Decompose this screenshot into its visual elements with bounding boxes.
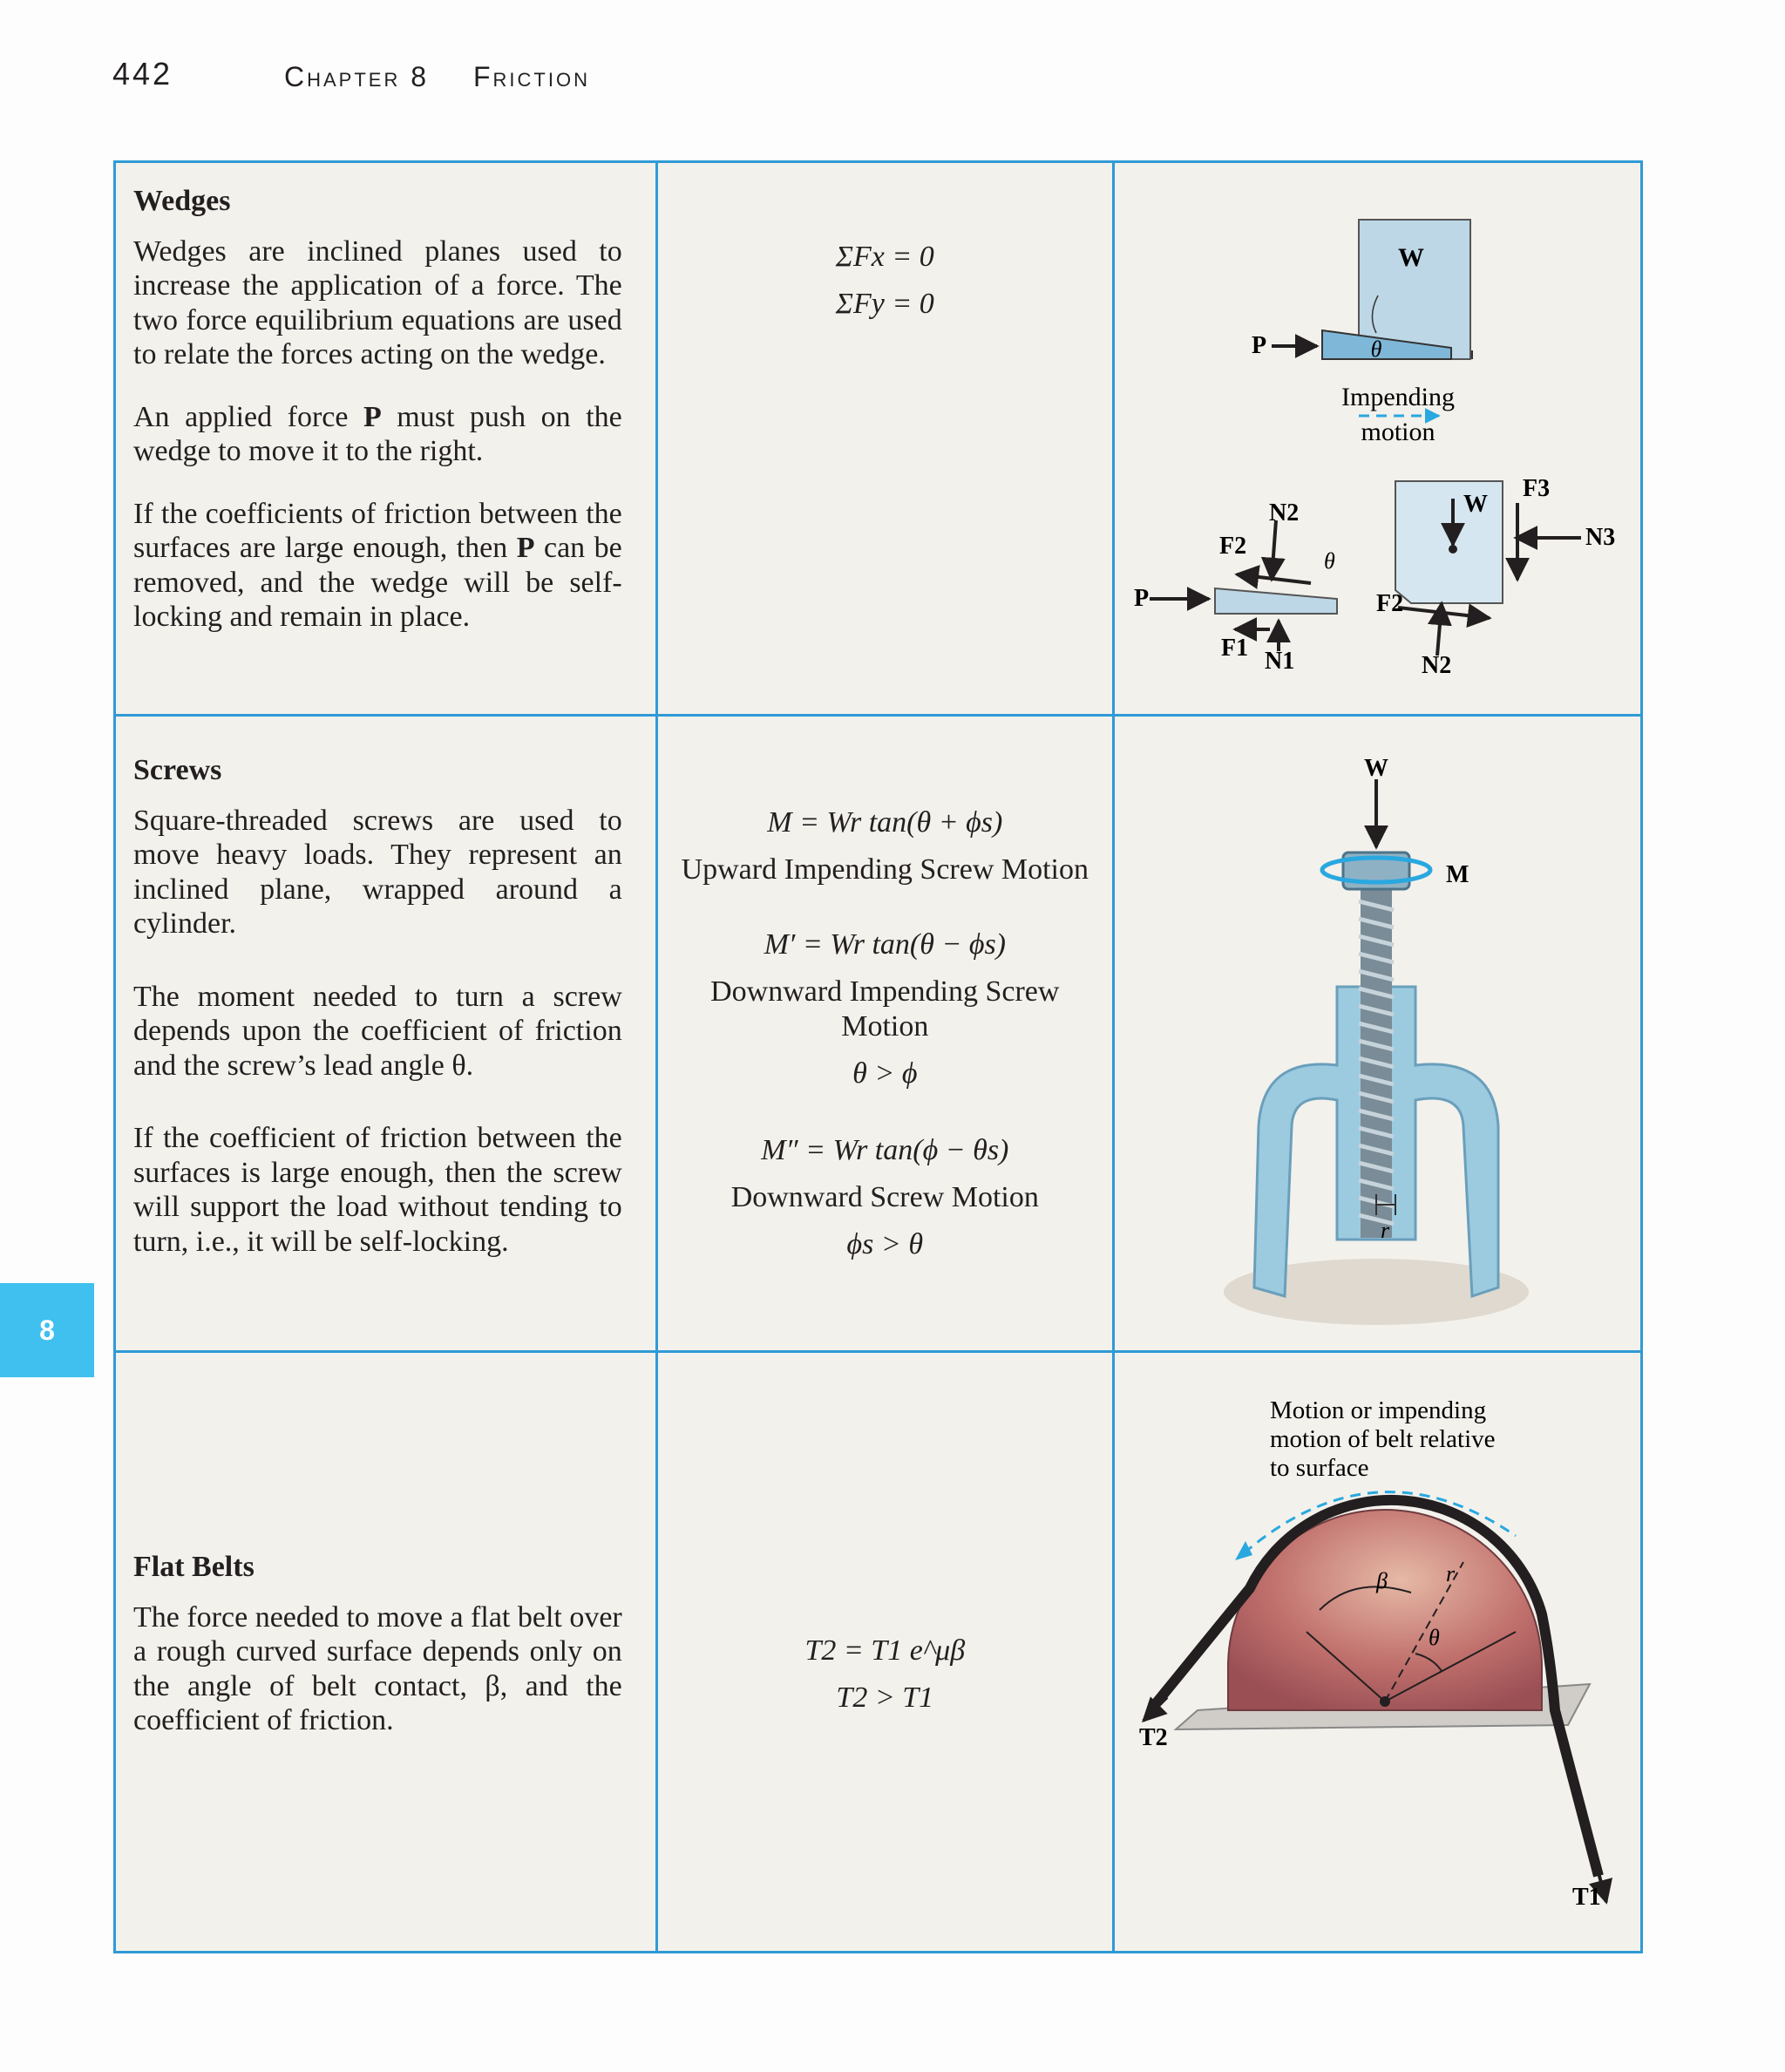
equation-sum-fx: ΣFx = 0	[835, 241, 934, 273]
label-downward-impending-motion: Downward Impending Screw Motion	[710, 975, 1060, 1043]
belt-r-label: r	[1445, 1561, 1455, 1586]
label-downward-motion: Downward Screw Motion	[730, 1181, 1039, 1213]
chapter-title: Friction	[473, 61, 590, 92]
belt-caption-line-2: motion of belt relative	[1269, 1425, 1496, 1453]
fbd-f2-arrow	[1237, 574, 1311, 583]
belt-beta-label: β	[1375, 1568, 1388, 1593]
condition-phis-gt-theta: ϕs > θ	[846, 1228, 924, 1260]
belt-diagram	[1115, 1353, 1638, 1950]
fbd-f3-label: F3	[1522, 475, 1550, 502]
fbd-f2-label: F2	[1218, 533, 1246, 560]
equation-downward-moment: M″ = Wr tan(ϕ − θs)	[761, 1134, 1009, 1166]
condition-theta-gt-phi: θ > ϕ	[852, 1057, 918, 1090]
wedge-diagram	[1115, 163, 1638, 712]
screws-paragraph-1: Square-threaded screws are used to move heavy loads. They represent an inclined plane, wrapped around a cylinder.	[133, 804, 622, 940]
belts-row	[115, 1352, 1642, 1953]
belt-caption-line-3: to surface	[1269, 1454, 1369, 1482]
belts-figure-cell	[1113, 1352, 1641, 1953]
theta-label: θ	[1370, 336, 1382, 362]
belt-caption-line-1: Motion or impending	[1269, 1396, 1486, 1424]
equation-sum-fy: ΣFy = 0	[835, 288, 934, 320]
fbd-f2b-label: F2	[1375, 590, 1403, 617]
belts-title: Flat Belts	[133, 1551, 255, 1583]
screws-paragraph-2: The moment needed to turn a screw depends upon the coefficient of friction and the screw’s lead angle θ.	[133, 980, 622, 1082]
screw-jack-diagram	[1115, 717, 1638, 1348]
summary-table	[113, 160, 1643, 1953]
belts-text-cell	[115, 1352, 657, 1953]
fbd-n1-label: N1	[1264, 648, 1295, 675]
wedges-equation-cell	[656, 162, 1113, 716]
wedge-fbd	[1215, 588, 1337, 614]
belt-theta-label: θ	[1428, 1625, 1440, 1650]
screws-title: Screws	[133, 754, 222, 786]
force-p-label: P	[1251, 332, 1266, 359]
t1-label: T1	[1571, 1884, 1601, 1911]
impending-label: Impending	[1340, 383, 1455, 411]
screw-w-label: W	[1363, 755, 1388, 782]
wedges-figure-cell	[1113, 162, 1641, 716]
belts-paragraph-1: The force needed to move a flat belt over a rough curved surface depends only on the angle of belt contact, β, and the coefficient of friction.	[133, 1600, 622, 1736]
chapter-tab[interactable]: 8	[0, 1283, 94, 1377]
fbd-n2-label: N2	[1268, 499, 1300, 526]
fbd-f1-label: F1	[1220, 635, 1248, 662]
equation-upward-moment: M = Wr tan(θ + ϕs)	[767, 806, 1003, 839]
wedges-paragraph-2: An applied force P must push on the wedge to move it to the right.	[133, 400, 622, 467]
wedges-paragraph-3: If the coefficients of friction between the surfaces are large enough, then P can be removed, and the wedge will be self-locking and remain in place.	[133, 497, 622, 633]
equation-belt-tension: T2 = T1 e^μβ	[804, 1634, 966, 1667]
belts-equation-cell	[656, 1352, 1113, 1953]
screws-paragraph-3: If the coefficient of friction between the surfaces is large enough, then the screw will support the load without tending to turn, i.e., it will be self-locking.	[133, 1122, 622, 1258]
fbd-n2b-label: N2	[1421, 652, 1452, 679]
chapter-label: Chapter 8	[284, 61, 430, 92]
wedges-title: Wedges	[133, 185, 231, 217]
wedges-text-cell	[115, 162, 657, 716]
wedges-paragraph-1: Wedges are inclined planes used to increase the application of a force. The two force equilibrium equations are used to relate the forces acting on the wedge.	[133, 234, 622, 370]
t2-label: T2	[1138, 1724, 1168, 1751]
motion-label: motion	[1361, 418, 1435, 446]
fbd-w-label: W	[1463, 491, 1488, 518]
wedges-row	[115, 162, 1642, 716]
fbd-n2-arrow	[1272, 520, 1276, 580]
screws-text-cell	[115, 716, 657, 1352]
fbd-n3-label: N3	[1585, 524, 1616, 551]
equation-downward-impending-moment: M′ = Wr tan(θ − ϕs)	[764, 928, 1007, 961]
condition-t2-gt-t1: T2 > T1	[836, 1681, 934, 1714]
screws-figure-cell	[1113, 716, 1641, 1352]
weight-label: W	[1397, 243, 1424, 272]
screws-row	[115, 716, 1642, 1352]
screws-equation-cell	[656, 716, 1113, 1352]
page-number: 442	[112, 56, 173, 92]
fbd-f2b-arrow	[1398, 608, 1490, 618]
fbd-theta-label: θ	[1323, 548, 1335, 574]
screw-m-label: M	[1445, 861, 1469, 888]
fbd-p-label: P	[1133, 585, 1149, 612]
label-upward-motion: Upward Impending Screw Motion	[681, 853, 1089, 886]
screw-radius-label: r	[1380, 1218, 1389, 1243]
